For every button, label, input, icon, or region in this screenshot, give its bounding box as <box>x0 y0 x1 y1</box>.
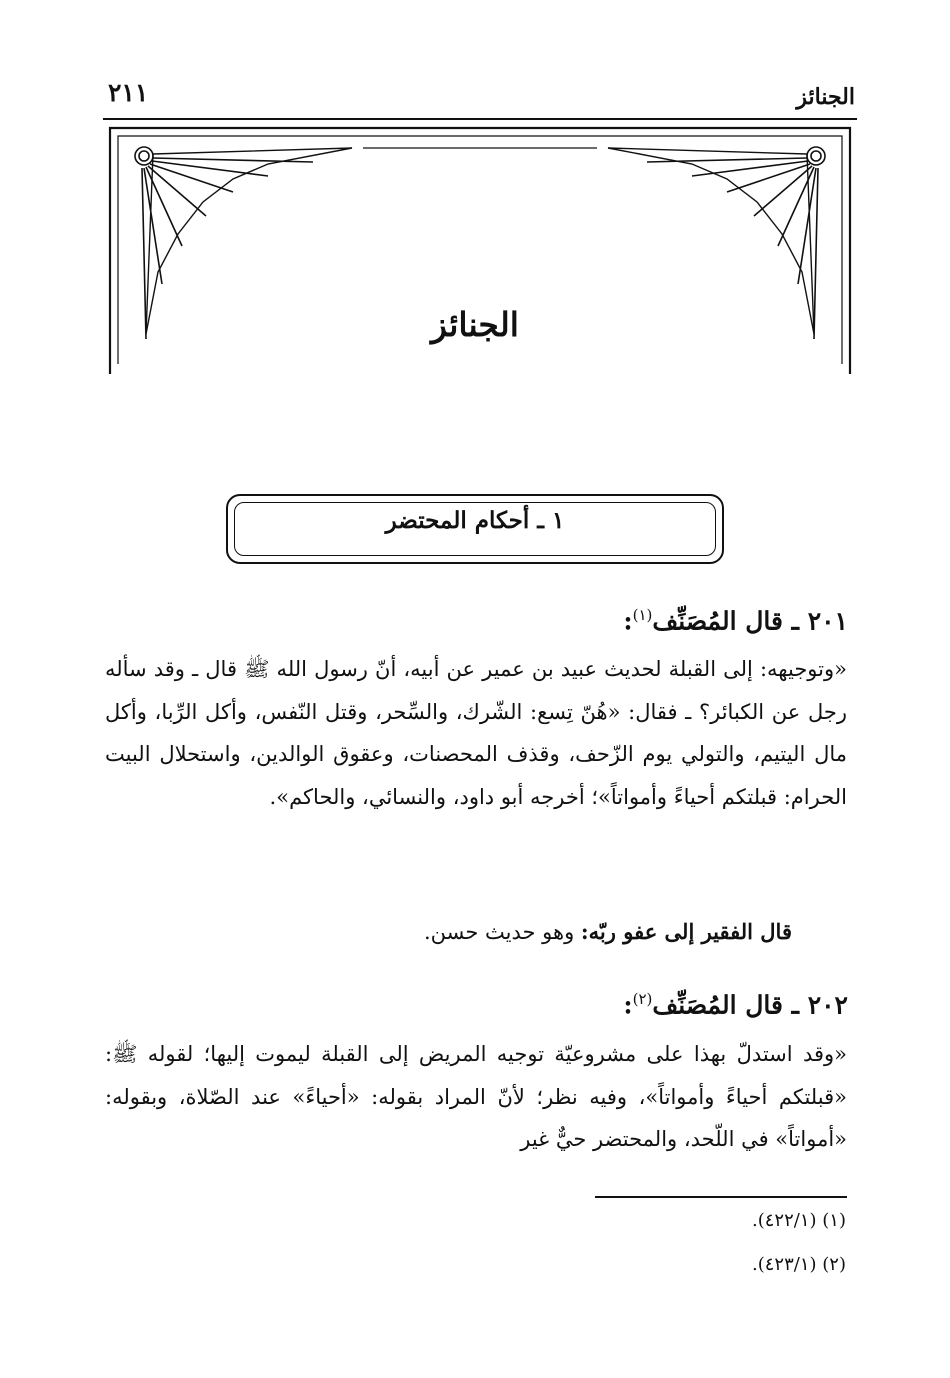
footnote-ref: (٢) <box>632 990 653 1008</box>
entry-paragraph-202: «وقد استدلّ بهذا على مشروعيّة توجيه المريض إلى القبلة ليموت إليها؛ لقوله ﷺ: «قبلتكم أحياءً وأمواتاً»، وفيه نظر؛ لأنّ المراد بقوله: «أحياءً» عند الصّلاة، وبقوله: «أمواتاً» في اللّحد، والمحتضر حيٌّ غير <box>105 1042 847 1151</box>
section-title: ١ ـ أحكام المحتضر <box>385 507 565 534</box>
entry-comment-201 <box>424 919 792 944</box>
footnote-1 <box>752 1210 846 1231</box>
footnote-ref: (١) <box>632 606 653 624</box>
entry-heading-text: ٢٠٢ ـ قال المُصَنِّف <box>652 990 848 1020</box>
section-title-box <box>226 494 724 564</box>
running-title: الجنائز <box>796 84 855 110</box>
entry-paragraph-201: «وتوجيهه: إلى القبلة لحديث عبيد بن عمير عن أبيه، أنّ رسول الله ﷺ قال ـ وقد سأله رجل عن الكبائر؟ ـ فقال: «هُنّ تِسع: الشّرك، والسِّحر، وقتل النّفس، وأكل الرِّبا، وأكل مال اليتيم، والتولي يوم الزّحف، وقذف المحصنات، وعقوق الوالدين، واستحلال البيت الحرام: قبلتكم أحياءً وأمواتاً»؛ أخرجه أبو داود، والنسائي، والحاكم». <box>105 657 847 809</box>
footnote-text: (٤٢٣/١). <box>752 1254 817 1275</box>
heading-colon: : <box>623 990 633 1020</box>
heading-colon: : <box>623 606 633 636</box>
comment-text: وهو حديث حسن. <box>423 920 575 944</box>
chapter-title: الجنائز <box>431 305 519 344</box>
footnote-text: (٤٢٢/١). <box>752 1210 817 1231</box>
header-rule <box>103 118 857 120</box>
footnote-number: (١) <box>822 1210 846 1231</box>
entry-heading-202 <box>623 990 848 1019</box>
footnote-number: (٢) <box>822 1254 846 1275</box>
page-number: ٢١١ <box>108 78 149 107</box>
comment-label: قال الفقير إلى عفو ربّه: <box>580 919 792 944</box>
footnote-2 <box>752 1254 846 1275</box>
entry-heading-201 <box>623 606 848 635</box>
entry-heading-text: ٢٠١ ـ قال المُصَنِّف <box>652 606 848 636</box>
footnote-rule <box>595 1196 847 1198</box>
